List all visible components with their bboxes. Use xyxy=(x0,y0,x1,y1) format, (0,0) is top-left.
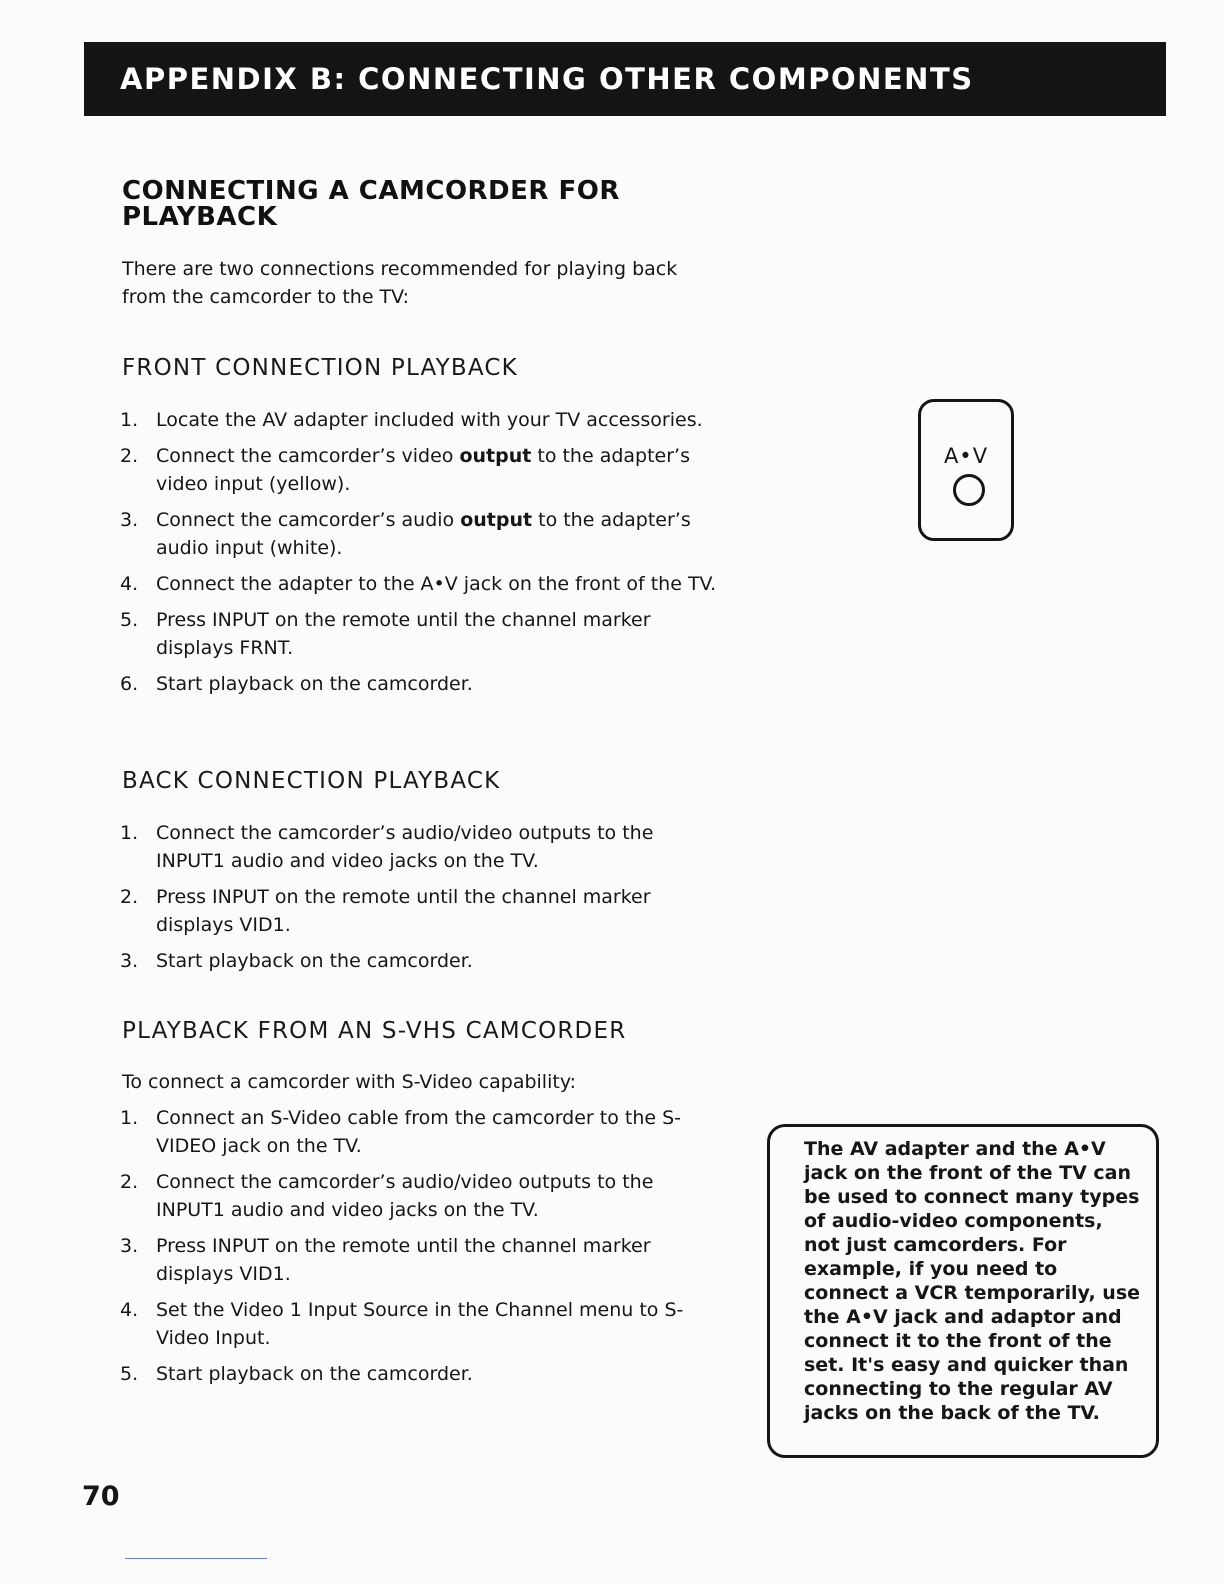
tip-box xyxy=(767,1124,1159,1458)
step-text: Connect the camcorder’s audio/video outputs to the INPUT1 audio and video jacks on the TV. xyxy=(156,822,654,872)
step-number: 1. xyxy=(120,822,139,844)
step-text: Set the Video 1 Input Source in the Channel menu to S-Video Input. xyxy=(156,1299,684,1349)
intro-paragraph: There are two connections recommended for playing back from the camcorder to the TV: xyxy=(122,258,678,308)
av-jack-label: A•V xyxy=(943,444,989,468)
list-item xyxy=(120,947,720,975)
step-text: Connect the camcorder’s audio output to the adapter’s audio input (white). xyxy=(156,509,691,559)
front-connection-heading: FRONT CONNECTION PLAYBACK xyxy=(122,355,518,381)
step-text: Connect the adapter to the A•V jack on the front of the TV. xyxy=(156,573,717,595)
step-number: 3. xyxy=(120,509,139,531)
step-text: Press INPUT on the remote until the channel marker displays VID1. xyxy=(156,886,651,936)
list-item xyxy=(120,1360,710,1388)
jack-port-icon xyxy=(953,474,985,506)
svhs-steps xyxy=(120,1104,710,1396)
svhs-intro: To connect a camcorder with S-Video capability: xyxy=(122,1071,577,1093)
step-number: 2. xyxy=(120,1171,139,1193)
list-item xyxy=(120,606,720,662)
list-item xyxy=(120,1168,710,1224)
step-number: 3. xyxy=(120,1235,139,1257)
step-number: 5. xyxy=(120,609,139,631)
step-number: 4. xyxy=(120,1299,139,1321)
step-number: 5. xyxy=(120,1363,139,1385)
page-title: CONNECTING A CAMCORDER FOR PLAYBACK xyxy=(122,176,620,232)
footer-rule xyxy=(125,1558,267,1559)
list-item xyxy=(120,1104,710,1160)
step-number: 4. xyxy=(120,573,139,595)
step-text: Locate the AV adapter included with your TV accessories. xyxy=(156,409,703,431)
emphasis: output xyxy=(459,445,532,467)
step-text: Start playback on the camcorder. xyxy=(156,1363,473,1385)
appendix-banner xyxy=(84,42,1166,116)
step-number: 1. xyxy=(120,1107,139,1129)
step-text: Connect an S-Video cable from the camcorder to the S-VIDEO jack on the TV. xyxy=(156,1107,682,1157)
step-number: 2. xyxy=(120,886,139,908)
back-connection-heading: BACK CONNECTION PLAYBACK xyxy=(122,768,501,794)
svhs-heading: PLAYBACK FROM AN S-VHS CAMCORDER xyxy=(122,1018,627,1044)
list-item xyxy=(120,442,720,498)
list-item xyxy=(120,883,720,939)
list-item xyxy=(120,570,720,598)
back-connection-steps xyxy=(120,819,720,983)
step-text: Start playback on the camcorder. xyxy=(156,950,473,972)
step-text: Press INPUT on the remote until the channel marker displays VID1. xyxy=(156,1235,651,1285)
step-number: 2. xyxy=(120,445,139,467)
step-number: 1. xyxy=(120,409,139,431)
front-connection-steps xyxy=(120,406,720,706)
step-text: Connect the camcorder’s audio/video outputs to the INPUT1 audio and video jacks on the TV. xyxy=(156,1171,654,1221)
list-item xyxy=(120,406,720,434)
tip-text: The AV adapter and the A•V jack on the front of the TV can be used to connect many types of audio-video components, not just camcorders. For example, if you need to connect a VCR temporarily, use the A•V jack and adaptor and connect it to the front of the set. It's easy and quicker than connecting to the regular AV jacks on the back of the TV. xyxy=(804,1138,1141,1424)
list-item xyxy=(120,1232,710,1288)
list-item xyxy=(120,819,720,875)
list-item xyxy=(120,1296,710,1352)
step-text: Press INPUT on the remote until the channel marker displays FRNT. xyxy=(156,609,651,659)
step-number: 6. xyxy=(120,673,139,695)
list-item xyxy=(120,506,720,562)
step-number: 3. xyxy=(120,950,139,972)
step-text: Connect the camcorder’s video output to the adapter’s video input (yellow). xyxy=(156,445,690,495)
av-jack-illustration xyxy=(918,399,1014,541)
banner-title: APPENDIX B: CONNECTING OTHER COMPONENTS xyxy=(120,62,974,96)
emphasis: output xyxy=(460,509,533,531)
step-text: Start playback on the camcorder. xyxy=(156,673,473,695)
page-number: 70 xyxy=(82,1481,120,1512)
list-item xyxy=(120,670,720,698)
